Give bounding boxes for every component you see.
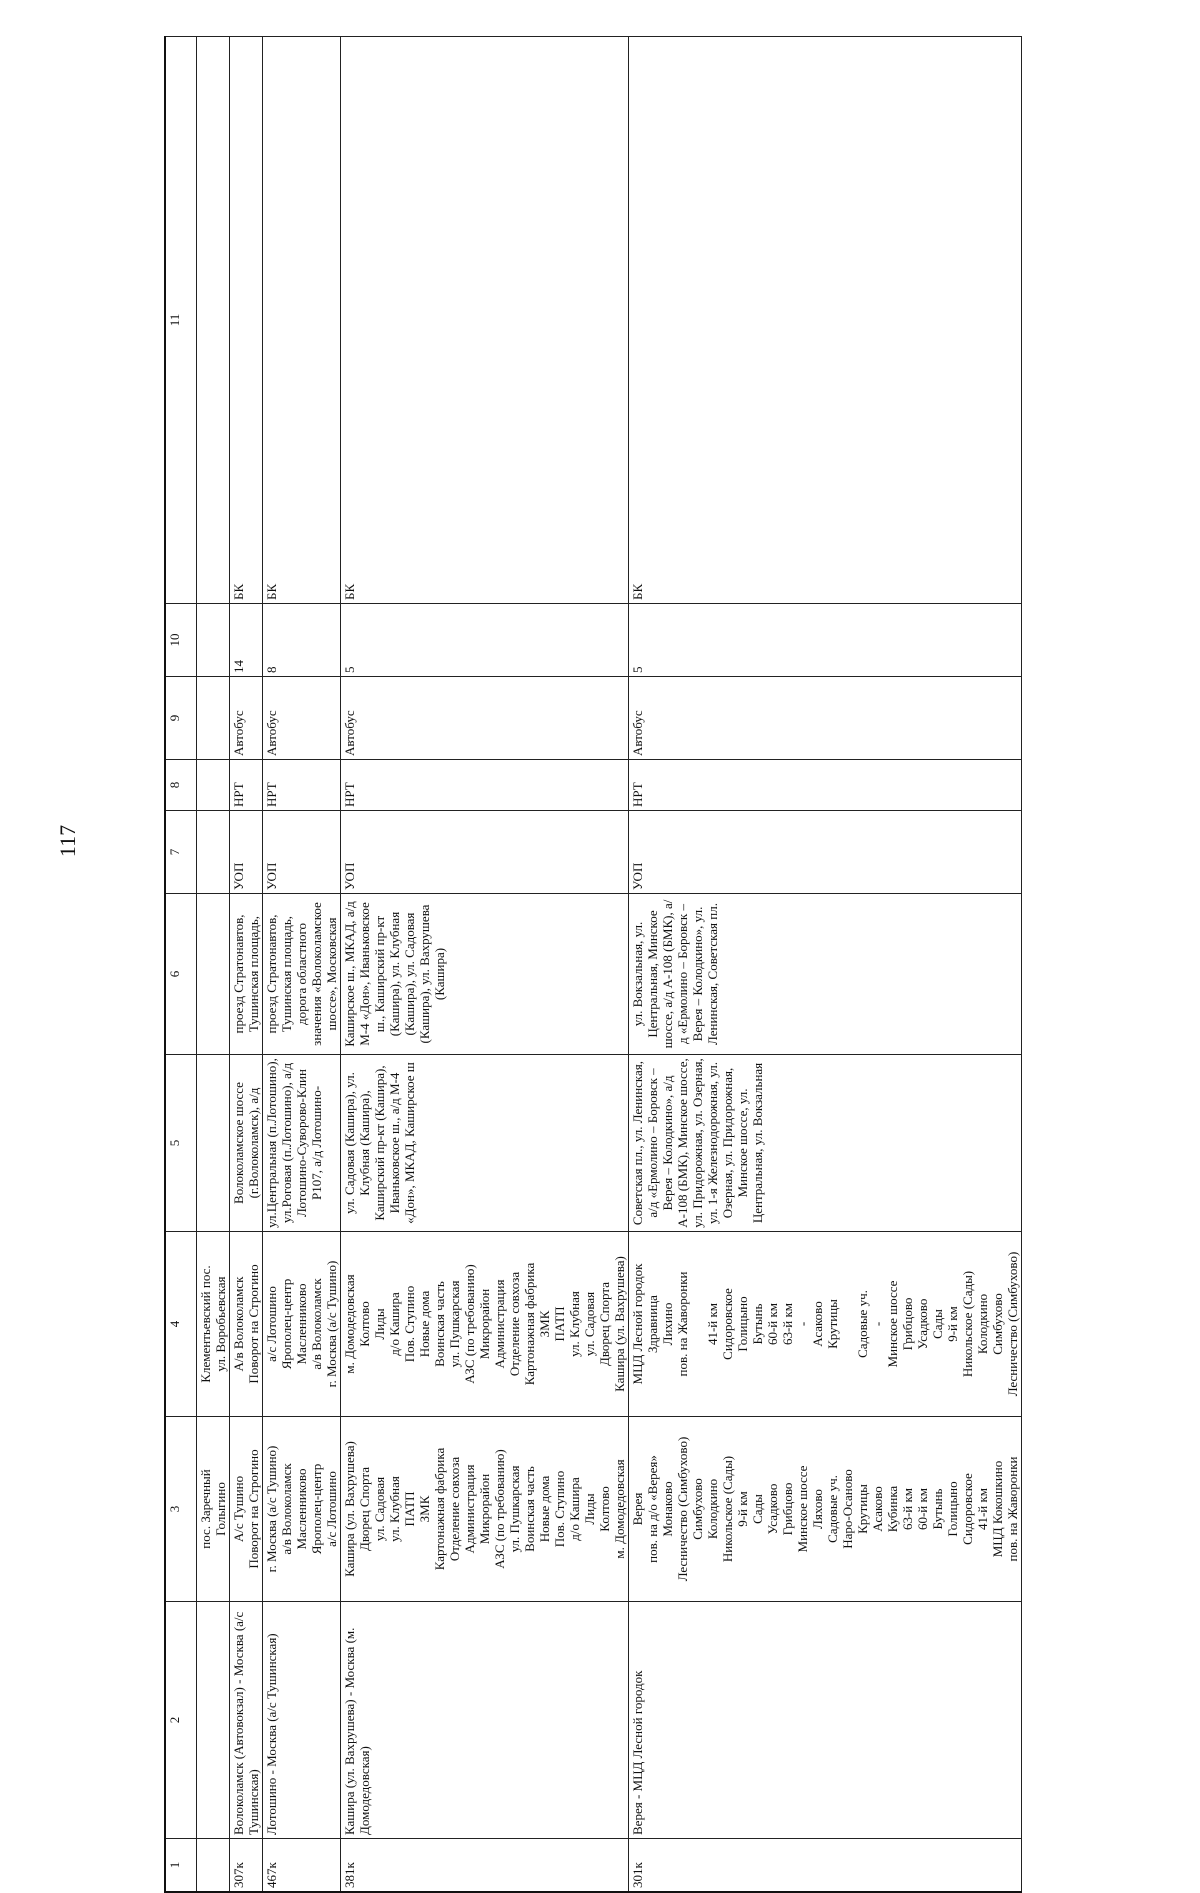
stop-forward: ЗМК (417, 1495, 432, 1523)
header-row (165, 37, 197, 1893)
stop-forward: Лесничество (Симбухово) (675, 1436, 690, 1582)
table-row (629, 37, 1022, 1893)
route-name: Кашира (ул. Вахрушева) - Москва (м. Домодедовская) (341, 1602, 629, 1839)
col-header-7: 7 (165, 811, 197, 894)
stop-backward: а/с Лотошино (264, 1286, 279, 1362)
stops-backward-cell (263, 1232, 341, 1417)
stop-forward: Ярополец-центр (309, 1463, 324, 1555)
streets-forward: ул. Садовая (Кашира), ул. Клубная (Кашира), Каширский пр-кт (Кашира), Иваньковское ш., а/д М-4 «Дон», МКАД, Каширское ш (341, 1055, 629, 1232)
table-row (263, 37, 341, 1893)
stop-backward: ул. Садовая (582, 1291, 597, 1357)
route-id (197, 1839, 230, 1893)
stop-forward: Усадково (765, 1483, 780, 1535)
vehicle-class: БК (230, 37, 263, 604)
stop-forward: Кубинка (885, 1485, 900, 1533)
stop-forward: а/с Лотошино (324, 1471, 339, 1547)
stop-forward: ул. Клубная (387, 1476, 402, 1542)
route-name (197, 1602, 230, 1839)
stop-forward: Колтово (597, 1486, 612, 1532)
stop-forward: Сады (750, 1494, 765, 1524)
vehicle-class (197, 37, 230, 604)
stop-backward: Лихино (660, 1302, 675, 1346)
stop-forward: Минское шоссе (795, 1465, 810, 1553)
stop-forward: Монаково (660, 1481, 675, 1537)
stop-forward: АЗС (по требованию) (492, 1449, 507, 1569)
stop-backward: Клементьевский пос. (198, 1265, 213, 1383)
streets-forward: Волоколамское шоссе (г.Волоколамск), а/д (230, 1055, 263, 1232)
stop-backward: а/в Волоколамск (309, 1278, 324, 1370)
rotated-table-container (164, 108, 1124, 1893)
stops-backward-cell (629, 1232, 1022, 1417)
stops-forward-cell (341, 1417, 629, 1602)
stop-backward: ул. Клубная (567, 1291, 582, 1357)
route-name: Лотошино - Москва (а/с Тушинская) (263, 1602, 341, 1839)
streets-backward: ул. Вокзальная, ул. Центральная, Минское шоссе, а/д А-108 (БМК), а/д «Ермолино – Боровск – Верея – Колодкино», ул. Ленинская, Советская пл. (629, 894, 1022, 1055)
stop-backward: Микрорайон (477, 1288, 492, 1360)
stop-forward: Ляхово (810, 1489, 825, 1529)
stop-backward: 63-й км (780, 1302, 795, 1346)
table-row (197, 37, 230, 1893)
stop-forward: а/в Волоколамск (279, 1463, 294, 1555)
stops-backward-cell (230, 1232, 263, 1417)
routes-body (197, 37, 1022, 1893)
stops-forward-cell (263, 1417, 341, 1602)
vehicle-class: БК (341, 37, 629, 604)
stop-forward: Верея (630, 1492, 645, 1526)
stop-forward: МЦД Кокошкино (990, 1460, 1005, 1558)
stop-forward: Садовые уч. (825, 1475, 840, 1543)
stop-forward: 60-й км (915, 1487, 930, 1531)
stop-backward: Ярополец-центр (279, 1278, 294, 1370)
stop-forward: Колодкино (705, 1478, 720, 1540)
vehicle-count: 5 (341, 604, 629, 677)
stop-forward: Асаково (870, 1486, 885, 1532)
stop-forward: ПАТП (402, 1491, 417, 1527)
stop-backward: Лесничество (Симбухово) (1005, 1251, 1020, 1397)
vehicle-count (197, 604, 230, 677)
stop-backward: Бутынь (750, 1303, 765, 1345)
streets-backward: проезд Стратонавтов, Тушинская площадь, (230, 894, 263, 1055)
stop-backward: Пов. Ступино (402, 1285, 417, 1363)
stop-forward: Масленниково (294, 1468, 309, 1550)
stop-backward: ПАТП (552, 1306, 567, 1342)
stop-forward: Симбухово (690, 1478, 705, 1540)
stop-backward: Крутицы (825, 1299, 840, 1349)
vehicle-count: 5 (629, 604, 1022, 677)
col-header-2: 2 (165, 1602, 197, 1839)
stop-backward: МЦД Лесной городок (630, 1263, 645, 1385)
stop-forward: 63-й км (900, 1487, 915, 1531)
tariff-type (197, 760, 230, 811)
stop-forward: Дворец Спорта (357, 1467, 372, 1551)
stop-backward: Колодкино (975, 1293, 990, 1355)
stop-forward: м. Домодедовская (612, 1459, 627, 1559)
stop-backward: Сады (930, 1309, 945, 1339)
stop-forward: Пов. Ступино (552, 1470, 567, 1548)
stop-backward: Кашира (ул. Вахрушева) (612, 1256, 627, 1392)
col-header-11: 11 (165, 37, 197, 604)
streets-backward (197, 894, 230, 1055)
route-id: 467к (263, 1839, 341, 1893)
stop-backward: А/в Волоколамск (231, 1276, 246, 1372)
stop-backward: пов. на Жаворонки (675, 1271, 690, 1377)
stop-backward (690, 1235, 705, 1413)
stops-forward-cell (629, 1417, 1022, 1602)
stop-backward: - (795, 1321, 810, 1327)
col-header-10: 10 (165, 604, 197, 677)
stop-forward: Никольское (Сады) (720, 1455, 735, 1563)
stop-forward: Новые дома (537, 1475, 552, 1543)
stop-forward: 41-й км (975, 1487, 990, 1531)
streets-forward (197, 1055, 230, 1232)
vehicle-count: 8 (263, 604, 341, 677)
stop-backward: АЗС (по требованию) (462, 1264, 477, 1384)
streets-backward: проезд Стратонавтов, Тушинская площадь, дорога областного значения «Волоколамское шоссе», Московская (263, 894, 341, 1055)
streets-forward: ул.Центральная (п.Лотошино), ул.Роговая (п.Лотошино), а/д Лотошино-Суворово-Клин Р107, а/д Лотошино- (263, 1055, 341, 1232)
stop-forward: пос. Заречный (198, 1469, 213, 1549)
stop-forward: г. Москва (а/с Тушино) (264, 1445, 279, 1573)
tariff-type: НРТ (263, 760, 341, 811)
stop-forward: Голицыно (945, 1481, 960, 1537)
stop-backward: 60-й км (765, 1302, 780, 1346)
stop-backward: Колтово (357, 1301, 372, 1347)
stop-forward: пов. на д/о «Верея» (645, 1455, 660, 1563)
stop-backward: Грибцово (900, 1297, 915, 1351)
stops-backward-cell (341, 1232, 629, 1417)
vehicle-type: Автобус (629, 677, 1022, 760)
route-id: 381к (341, 1839, 629, 1893)
stop-forward: Крутицы (855, 1484, 870, 1534)
stop-backward: 9-й км (945, 1306, 960, 1342)
stop-forward: Микрорайон (477, 1473, 492, 1545)
stop-forward: 9-й км (735, 1491, 750, 1527)
stop-backward: Масленниково (294, 1283, 309, 1365)
table-row (230, 37, 263, 1893)
vehicle-type: Автобус (230, 677, 263, 760)
stop-forward: Поворот на Строгино (246, 1449, 261, 1569)
stop-backward: Здравница (645, 1295, 660, 1353)
stop-forward: А/с Тушино (231, 1475, 246, 1543)
route-name: Верея - МЦД Лесной городок (629, 1602, 1022, 1839)
vehicle-class: БК (629, 37, 1022, 604)
stop-backward: г. Москва (а/с Тушино) (324, 1260, 339, 1388)
stop-backward: Садовые уч. (855, 1290, 870, 1358)
stop-order: УОП (341, 811, 629, 894)
col-header-1: 1 (165, 1839, 197, 1893)
col-header-8: 8 (165, 760, 197, 811)
stop-forward: Отделение совхоза (447, 1456, 462, 1562)
col-header-4: 4 (165, 1232, 197, 1417)
stop-order (197, 811, 230, 894)
col-header-9: 9 (165, 677, 197, 760)
stop-forward: Бутынь (930, 1488, 945, 1530)
stop-order: УОП (629, 811, 1022, 894)
stop-backward: Администрация (492, 1279, 507, 1369)
streets-backward: Каширское ш., МКАД, а/д М-4 «Дон», Иваньковское ш., Каширский пр-кт (Кашира), ул. Клубная (Кашира), ул. Садовая (Кашира), ул. Вахрушева (Кашира) (341, 894, 629, 1055)
stop-forward: Администрация (462, 1464, 477, 1554)
vehicle-class: БК (263, 37, 341, 604)
tariff-type: НРТ (230, 760, 263, 811)
stop-backward: 41-й км (705, 1302, 720, 1346)
stop-forward: Картонажная фабрика (432, 1447, 447, 1571)
stop-forward: пов. на Жаворонки (1005, 1456, 1020, 1562)
stop-forward: Воинская часть (522, 1466, 537, 1552)
stop-backward: ЗМК (537, 1310, 552, 1338)
stop-backward: Новые дома (417, 1290, 432, 1358)
stop-backward: Поворот на Строгино (246, 1264, 261, 1384)
streets-forward: Советская пл., ул. Ленинская, а/д «Ермолино – Боровск – Верея – Колодкино», а/д А-108 (БМК), Минское шоссе, ул. Придорожная, ул. Озерная, ул. 1-я Железнодорожная, ул. Озерная, ул. Придорожная, Минское шоссе, ул. Центральная, ул. Вокзальная (629, 1055, 1022, 1232)
routes-table (164, 36, 1022, 1893)
route-name: Волоколамск (Автовокзал) - Москва (а/с Тушинская) (230, 1602, 263, 1839)
stop-backward (840, 1235, 855, 1413)
stop-backward: Минское шоссе (885, 1280, 900, 1368)
stops-forward-cell (197, 1417, 230, 1602)
stops-forward-cell (230, 1417, 263, 1602)
stop-order: УОП (263, 811, 341, 894)
table-row (341, 37, 629, 1893)
vehicle-count: 14 (230, 604, 263, 677)
stop-forward: ул. Садовая (372, 1476, 387, 1542)
stop-backward: Никольское (Сады) (960, 1270, 975, 1378)
col-header-3: 3 (165, 1417, 197, 1602)
stop-backward: Асаково (810, 1301, 825, 1347)
route-id: 301к (629, 1839, 1022, 1893)
col-header-5: 5 (165, 1055, 197, 1232)
stop-backward: Воинская часть (432, 1281, 447, 1367)
vehicle-type (197, 677, 230, 760)
stop-backward: Картонажная фабрика (522, 1262, 537, 1386)
stop-backward: Сидоровское (720, 1288, 735, 1360)
stops-backward-cell (197, 1232, 230, 1417)
tariff-type: НРТ (629, 760, 1022, 811)
stop-backward: м. Домодедовская (342, 1274, 357, 1374)
stop-backward: ул. Воробьевская (213, 1276, 228, 1372)
stop-forward: Наро-Осаново (840, 1469, 855, 1549)
stop-backward: д/о Кашира (387, 1292, 402, 1356)
stop-backward: Лиды (372, 1308, 387, 1340)
vehicle-type: Автобус (341, 677, 629, 760)
stop-backward: Дворец Спорта (597, 1282, 612, 1366)
stop-backward: Усадково (915, 1298, 930, 1350)
stop-backward: ул. Пушкарская (447, 1280, 462, 1368)
tariff-type: НРТ (341, 760, 629, 811)
stop-forward: Лиды (582, 1493, 597, 1525)
stop-backward: Голицыно (735, 1296, 750, 1352)
stop-forward: Грибцово (780, 1482, 795, 1536)
stop-order: УОП (230, 811, 263, 894)
stop-forward: Голыгино (213, 1482, 228, 1536)
stop-backward: - (870, 1321, 885, 1327)
stop-backward: Симбухово (990, 1293, 1005, 1355)
vehicle-type: Автобус (263, 677, 341, 760)
stop-forward: Сидоровское (960, 1473, 975, 1545)
page-number: 117 (55, 824, 80, 858)
stop-forward: ул. Пушкарская (507, 1465, 522, 1553)
stop-forward: д/о Кашира (567, 1477, 582, 1541)
stop-backward: Отделение совхоза (507, 1271, 522, 1377)
stop-forward: Кашира (ул. Вахрушева) (342, 1441, 357, 1577)
col-header-6: 6 (165, 894, 197, 1055)
route-id: 307к (230, 1839, 263, 1893)
